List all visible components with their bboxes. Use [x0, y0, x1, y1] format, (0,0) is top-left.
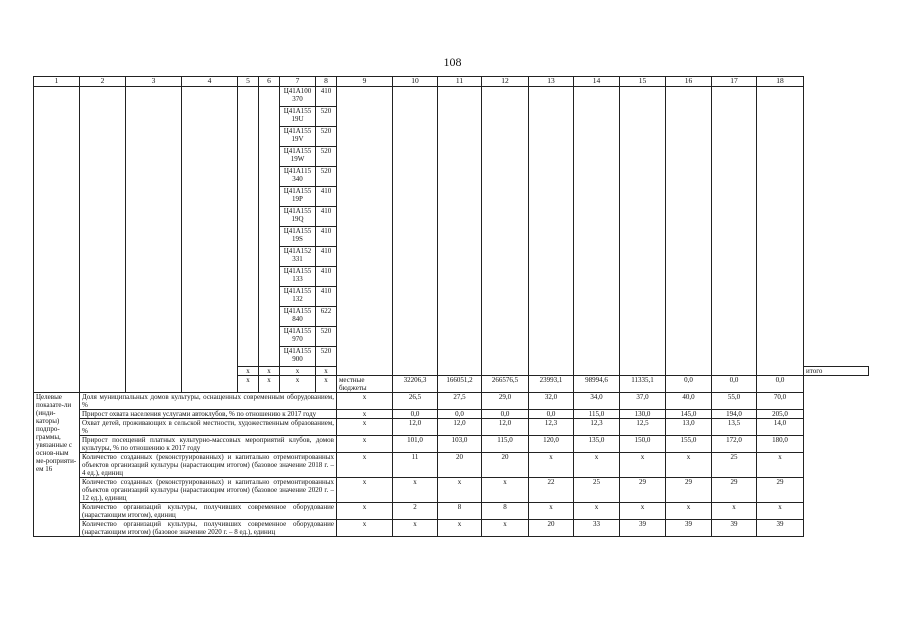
header-row — [34, 77, 869, 87]
indicator-value: 103,0 — [438, 436, 482, 453]
indicator-value: 145,0 — [666, 410, 712, 419]
empty-cell — [482, 87, 529, 376]
indicator-value: 0,0 — [393, 410, 438, 419]
indicator-row — [34, 520, 869, 537]
empty-cell — [712, 87, 757, 376]
column-header: 12 — [482, 77, 529, 87]
column-header: 14 — [574, 77, 620, 87]
indicator-value: 37,0 — [620, 393, 666, 410]
indicator-value: х — [666, 503, 712, 520]
indicator-row — [34, 478, 869, 503]
empty-cell — [337, 87, 393, 376]
indicator-value: 150,0 — [620, 436, 666, 453]
indicator-value: 39 — [712, 520, 757, 537]
indicator-x: х — [337, 436, 393, 453]
indicator-value: 2 — [393, 503, 438, 520]
empty-cell — [620, 87, 666, 376]
indicator-text: Количество организаций культуры, получивших современное оборудование (нарастающим итогом) (базовое значение 2020 г. – 8 ед.), единиц — [80, 520, 337, 537]
budget-table — [33, 76, 869, 537]
budget-value: 0,0 — [712, 376, 757, 393]
kvr-cell: 410 — [316, 287, 337, 307]
kvr-cell: 520 — [316, 327, 337, 347]
code-cell: Ц41А155 19P — [280, 187, 316, 207]
indicator-row — [34, 410, 869, 419]
indicator-row — [34, 503, 869, 520]
indicator-value: 12,0 — [438, 419, 482, 436]
indicator-value: 29 — [757, 478, 804, 503]
indicator-value: 39 — [666, 520, 712, 537]
indicator-value: 25 — [712, 453, 757, 478]
column-header: 9 — [337, 77, 393, 87]
indicator-value: х — [666, 453, 712, 478]
code-cell: Ц41А155 19S — [280, 227, 316, 247]
budget-value: 11335,1 — [620, 376, 666, 393]
indicator-x: х — [337, 520, 393, 537]
kvr-cell: 410 — [316, 227, 337, 247]
total-cell: х — [316, 367, 337, 376]
indicator-value: х — [529, 453, 574, 478]
indicator-value: 40,0 — [666, 393, 712, 410]
column-header: 17 — [712, 77, 757, 87]
column-header: 3 — [126, 77, 182, 87]
kvr-cell: 410 — [316, 207, 337, 227]
indicator-value: 27,5 — [438, 393, 482, 410]
indicator-value: 70,0 — [757, 393, 804, 410]
indicator-value: 0,0 — [438, 410, 482, 419]
code-cell: Ц41А155 19U — [280, 107, 316, 127]
empty-cell — [259, 87, 280, 367]
empty-cell — [80, 87, 126, 393]
budget-value: 23993,1 — [529, 376, 574, 393]
indicator-value: 0,0 — [482, 410, 529, 419]
indicator-text: Охват детей, проживающих в сельской местности, художественным образованием, % — [80, 419, 337, 436]
indicator-value: 101,0 — [393, 436, 438, 453]
empty-cell — [238, 87, 259, 367]
indicator-value: 115,0 — [482, 436, 529, 453]
indicator-value: х — [393, 520, 438, 537]
kvr-cell: 410 — [316, 187, 337, 207]
empty-cell — [574, 87, 620, 376]
indicator-value: 194,0 — [712, 410, 757, 419]
budget-value: 0,0 — [666, 376, 712, 393]
indicator-value: х — [574, 453, 620, 478]
indicators-label: Целевые показате-ли (инди-каторы) подпро-граммы, увязанные с основ-ным ме-роприяти-ем 16 — [34, 393, 80, 537]
budget-value: 166051,2 — [438, 376, 482, 393]
indicator-x: х — [337, 478, 393, 503]
budget-value: 0,0 — [757, 376, 804, 393]
code-cell: Ц41А155 970 — [280, 327, 316, 347]
budget-label: местные бюджеты — [337, 376, 393, 393]
indicator-value: 20 — [438, 453, 482, 478]
column-header: 6 — [259, 77, 280, 87]
indicator-row — [34, 436, 869, 453]
indicator-x: х — [337, 503, 393, 520]
indicator-value: 33 — [574, 520, 620, 537]
indicator-value: х — [438, 478, 482, 503]
indicator-value: х — [482, 520, 529, 537]
indicator-value: х — [757, 503, 804, 520]
total-cell: х — [238, 367, 259, 376]
indicator-value: 172,0 — [712, 436, 757, 453]
total-cell: х — [280, 367, 316, 376]
indicator-value: 13,5 — [712, 419, 757, 436]
indicator-value: 180,0 — [757, 436, 804, 453]
empty-cell — [393, 87, 438, 376]
budget-cell: х — [316, 376, 337, 393]
indicator-value: 12,0 — [482, 419, 529, 436]
column-header: 7 — [280, 77, 316, 87]
column-header: 10 — [393, 77, 438, 87]
indicator-x: х — [337, 393, 393, 410]
indicator-value: 11 — [393, 453, 438, 478]
total-cell: х — [259, 367, 280, 376]
code-cell: Ц41А155 900 — [280, 347, 316, 367]
empty-cell — [34, 87, 80, 393]
column-header: 8 — [316, 77, 337, 87]
indicator-row — [34, 453, 869, 478]
indicator-x: х — [337, 410, 393, 419]
column-header: 11 — [438, 77, 482, 87]
indicator-value: 22 — [529, 478, 574, 503]
indicator-value: 20 — [482, 453, 529, 478]
kvr-cell: 520 — [316, 127, 337, 147]
indicator-value: х — [620, 453, 666, 478]
indicator-text: Количество организаций культуры, получивших современное оборудование (нарастающим итогом), единиц — [80, 503, 337, 520]
indicator-value: х — [620, 503, 666, 520]
budget-value: 98994,6 — [574, 376, 620, 393]
column-header: 4 — [182, 77, 238, 87]
indicator-value: 29 — [712, 478, 757, 503]
kvr-cell: 520 — [316, 167, 337, 187]
empty-cell — [182, 87, 238, 393]
code-cell: Ц41А152 331 — [280, 247, 316, 267]
indicator-value: 8 — [438, 503, 482, 520]
indicator-value: 29 — [620, 478, 666, 503]
budget-cell: х — [280, 376, 316, 393]
budget-value: 32206,3 — [393, 376, 438, 393]
page-number: 108 — [443, 55, 462, 69]
indicator-value: х — [438, 520, 482, 537]
empty-cell — [529, 87, 574, 376]
indicator-value: 135,0 — [574, 436, 620, 453]
kvr-cell: 410 — [316, 87, 337, 107]
code-cell: Ц41А155 19Q — [280, 207, 316, 227]
budget-value: 266576,5 — [482, 376, 529, 393]
indicator-value: 39 — [620, 520, 666, 537]
code-cell: Ц41А155 840 — [280, 307, 316, 327]
indicator-x: х — [337, 453, 393, 478]
indicator-value: 130,0 — [620, 410, 666, 419]
indicator-value: 55,0 — [712, 393, 757, 410]
indicator-value: 39 — [757, 520, 804, 537]
column-header: 1 — [34, 77, 80, 87]
indicator-value: 26,5 — [393, 393, 438, 410]
code-cell: Ц41А155 133 — [280, 267, 316, 287]
indicator-value: х — [712, 503, 757, 520]
indicator-value: х — [574, 503, 620, 520]
indicator-value: 12,5 — [620, 419, 666, 436]
indicator-text: Количество созданных (реконструированных) и капитально отремонтированных объектов организаций культуры (нарастающим итогом) (базовое значение 2020 г. – 12 ед.), единиц — [80, 478, 337, 503]
empty-cell — [126, 87, 182, 393]
indicator-value: 120,0 — [529, 436, 574, 453]
indicator-value: 115,0 — [574, 410, 620, 419]
indicator-value: 32,0 — [529, 393, 574, 410]
empty-cell — [757, 87, 804, 376]
indicator-value: 12,3 — [529, 419, 574, 436]
kvr-cell: 622 — [316, 307, 337, 327]
indicator-value: 14,0 — [757, 419, 804, 436]
indicator-value: 13,0 — [666, 419, 712, 436]
indicator-value: 25 — [574, 478, 620, 503]
indicator-x: х — [337, 419, 393, 436]
indicator-value: 29,0 — [482, 393, 529, 410]
indicator-value: 12,0 — [393, 419, 438, 436]
indicator-value: 155,0 — [666, 436, 712, 453]
column-header: 16 — [666, 77, 712, 87]
empty-cell — [666, 87, 712, 376]
indicator-text: Прирост охвата населения услугами автоклубов, % по отношению к 2017 году — [80, 410, 337, 419]
indicator-text: Прирост посещений платных культурно-массовых мероприятий клубов, домов культуры, % по отношению к 2017 году — [80, 436, 337, 453]
indicator-value: х — [482, 478, 529, 503]
kvr-cell: 520 — [316, 147, 337, 167]
indicator-value: 0,0 — [529, 410, 574, 419]
total-label: итого — [804, 367, 869, 376]
code-row — [34, 87, 869, 107]
indicator-text: Доля муниципальных домов культуры, оснащенных современным оборудованием, % — [80, 393, 337, 410]
column-header: 2 — [80, 77, 126, 87]
indicator-value: х — [757, 453, 804, 478]
indicator-value: 29 — [666, 478, 712, 503]
indicator-value: 12,3 — [574, 419, 620, 436]
code-cell: Ц41А155 132 — [280, 287, 316, 307]
column-header: 15 — [620, 77, 666, 87]
kvr-cell: 520 — [316, 347, 337, 367]
code-cell: Ц41А115 340 — [280, 167, 316, 187]
indicator-value: х — [529, 503, 574, 520]
indicator-value: 8 — [482, 503, 529, 520]
indicator-value: 205,0 — [757, 410, 804, 419]
column-header: 13 — [529, 77, 574, 87]
budget-cell: х — [259, 376, 280, 393]
kvr-cell: 410 — [316, 267, 337, 287]
empty-cell — [438, 87, 482, 376]
budget-cell: х — [238, 376, 259, 393]
indicator-value: 20 — [529, 520, 574, 537]
kvr-cell: 410 — [316, 247, 337, 267]
column-header: 18 — [757, 77, 804, 87]
column-header: 5 — [238, 77, 259, 87]
indicator-row — [34, 419, 869, 436]
code-cell: Ц41А100 370 — [280, 87, 316, 107]
kvr-cell: 520 — [316, 107, 337, 127]
indicator-row — [34, 393, 869, 410]
indicator-text: Количество созданных (реконструированных) и капитально отремонтированных объектов организаций культуры (нарастающим итогом) (базовое значение 2018 г. – 4 ед.), единиц — [80, 453, 337, 478]
code-cell: Ц41А155 19W — [280, 147, 316, 167]
indicator-value: х — [393, 478, 438, 503]
indicator-value: 34,0 — [574, 393, 620, 410]
code-cell: Ц41А155 19V — [280, 127, 316, 147]
